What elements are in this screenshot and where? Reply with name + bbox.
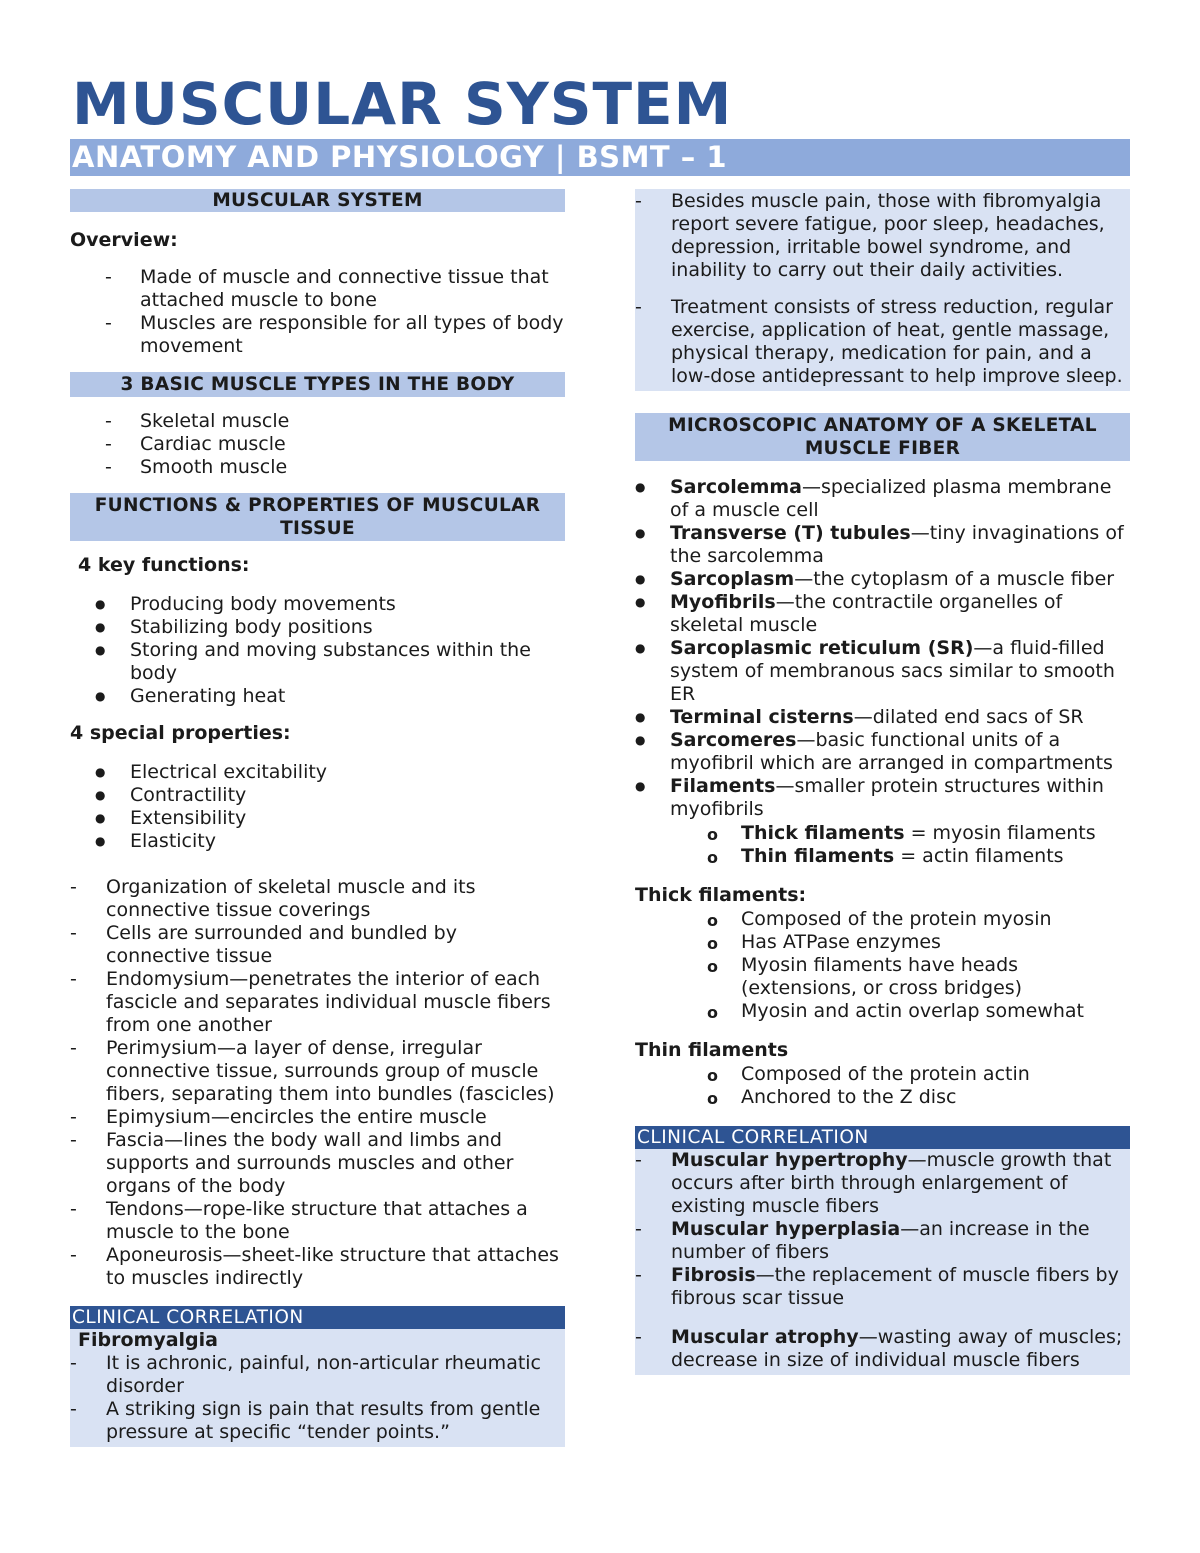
thick-filaments-label: Thick filaments: — [635, 884, 807, 906]
page-title: MUSCULAR SYSTEM — [72, 70, 733, 138]
list-item: ● Elasticity — [70, 830, 565, 853]
definition: —the contractile organelles of skeletal muscle — [670, 591, 1063, 636]
list-item: - Made of muscle and connective tissue that attached muscle to bone — [70, 266, 565, 312]
term: Fibrosis — [671, 1264, 756, 1286]
list-item: ● Contractility — [70, 784, 565, 807]
list-item: - Muscles are responsible for all types of body movement — [70, 312, 565, 358]
section-header-muscular-system: MUSCULAR SYSTEM — [70, 189, 565, 212]
definition: —smaller protein structures within myofibrils — [670, 775, 1104, 820]
list-item: o Myosin and actin overlap somewhat — [635, 1000, 1130, 1023]
term: Thin filaments — [741, 845, 895, 867]
list-item: - Skeletal muscle — [70, 410, 565, 433]
list-item — [635, 845, 1130, 868]
list-item: - A striking sign is pain that results from gentle pressure at specific “tender points.” — [70, 1398, 565, 1444]
muscle-types-list — [70, 410, 565, 479]
list-item — [635, 1264, 1130, 1310]
term: Sarcoplasm — [670, 568, 795, 590]
term: Muscular hypertrophy — [671, 1149, 908, 1171]
definition: —the cytoplasm of a muscle fiber — [794, 568, 1115, 590]
definition: —the replacement of muscle fibers by fibrous scar tissue — [671, 1264, 1119, 1309]
list-item — [635, 729, 1130, 775]
thin-filaments-list — [635, 1063, 1130, 1109]
definition: —basic functional units of a myofibril which are arranged in compartments — [670, 729, 1113, 774]
list-item: o Composed of the protein myosin — [635, 908, 1130, 931]
list-item — [635, 1149, 1130, 1218]
list-item — [635, 1326, 1130, 1372]
term: Sarcomeres — [670, 729, 797, 751]
definition: = actin filaments — [894, 845, 1064, 867]
right-column — [635, 189, 1130, 1375]
functions-label: 4 key functions: — [78, 554, 250, 576]
list-item: - Besides muscle pain, those with fibromyalgia report severe fatigue, poor sleep, headaches, depression, irritable bowel syndrome, and inability to carry out their daily activities. — [635, 190, 1130, 282]
properties-list — [70, 761, 565, 853]
clinical-correlation-header: CLINICAL CORRELATION — [70, 1306, 565, 1329]
list-item — [635, 706, 1130, 729]
list-item: - Aponeurosis—sheet-like structure that attaches to muscles indirectly — [70, 1244, 565, 1290]
clinical-correlation-header: CLINICAL CORRELATION — [635, 1126, 1130, 1149]
list-item: ● Producing body movements — [70, 593, 565, 616]
list-item: - Cells are surrounded and bundled by connective tissue — [70, 922, 565, 968]
list-item — [635, 476, 1130, 522]
term: Filaments — [670, 775, 776, 797]
definition: —specialized plasma membrane of a muscle cell — [670, 476, 1112, 521]
list-item — [635, 775, 1130, 821]
fibromyalgia-block — [70, 1329, 565, 1447]
list-item: o Myosin filaments have heads (extensions, or cross bridges) — [635, 954, 1130, 1000]
list-item — [635, 822, 1130, 845]
organization-list — [70, 876, 565, 1290]
filament-types-list — [635, 822, 1130, 868]
list-item: ● Generating heat — [70, 685, 565, 708]
overview-label: Overview: — [70, 229, 178, 251]
term: Myofibrils — [670, 591, 776, 613]
list-item: - Fascia—lines the body wall and limbs and supports and surrounds muscles and other organs of the body — [70, 1129, 565, 1198]
left-column — [70, 189, 565, 1447]
clinical-correlation-box — [70, 1306, 565, 1447]
term: Sarcolemma — [670, 476, 803, 498]
list-item: - Tendons—rope-like structure that attaches a muscle to the bone — [70, 1198, 565, 1244]
definition: —dilated end sacs of SR — [853, 706, 1084, 728]
list-item: - Cardiac muscle — [70, 433, 565, 456]
thin-filaments-label: Thin filaments — [635, 1039, 789, 1061]
clinical-correlation-box — [635, 1126, 1130, 1375]
term: Muscular hyperplasia — [671, 1218, 901, 1240]
list-item — [635, 591, 1130, 637]
fibromyalgia-continued-block — [635, 189, 1130, 391]
list-item: ● Storing and moving substances within the body — [70, 639, 565, 685]
list-item: - Organization of skeletal muscle and its connective tissue coverings — [70, 876, 565, 922]
list-item: ● Stabilizing body positions — [70, 616, 565, 639]
properties-label: 4 special properties: — [70, 722, 291, 744]
fibromyalgia-list — [70, 1352, 565, 1444]
term: Transverse (T) tubules — [670, 522, 911, 544]
term: Terminal cisterns — [670, 706, 854, 728]
list-item: - Smooth muscle — [70, 456, 565, 479]
list-item: - Epimysium—encircles the entire muscle — [70, 1106, 565, 1129]
list-item — [635, 568, 1130, 591]
page-subtitle: ANATOMY AND PHYSIOLOGY | BSMT – 1 — [70, 139, 1130, 176]
term: Sarcoplasmic reticulum (SR) — [670, 637, 974, 659]
list-item: - It is achronic, painful, non-articular rheumatic disorder — [70, 1352, 565, 1398]
fibromyalgia-continued-list — [635, 190, 1130, 388]
thick-filaments-list — [635, 908, 1130, 1023]
section-header-muscle-types: 3 BASIC MUSCLE TYPES IN THE BODY — [70, 372, 565, 397]
definition: = myosin filaments — [904, 822, 1096, 844]
list-item: ● Extensibility — [70, 807, 565, 830]
microscopic-anatomy-list — [635, 476, 1130, 821]
definition: —an increase in the number of fibers — [671, 1218, 1090, 1263]
list-item: - Endomysium—penetrates the interior of each fascicle and separates individual muscle fibers from one another — [70, 968, 565, 1037]
list-item: - Perimysium—a layer of dense, irregular connective tissue, surrounds group of muscle fibers, separating them into bundles (fascicles) — [70, 1037, 565, 1106]
definition: —a fluid-filled system of membranous sacs similar to smooth ER — [670, 637, 1115, 705]
functions-list — [70, 593, 565, 708]
list-item: ● Electrical excitability — [70, 761, 565, 784]
overview-list — [70, 266, 565, 358]
list-item: o Composed of the protein actin — [635, 1063, 1130, 1086]
list-item: o Has ATPase enzymes — [635, 931, 1130, 954]
section-header-microscopic-anatomy: MICROSCOPIC ANATOMY OF A SKELETAL MUSCLE FIBER — [635, 413, 1130, 461]
clinical-correlation-body — [635, 1149, 1130, 1375]
list-item — [635, 637, 1130, 706]
list-item: - Treatment consists of stress reduction, regular exercise, application of heat, gentle massage, physical therapy, medication for pain, and a low-dose antidepressant to help improve sleep. — [635, 296, 1130, 388]
definition: —tiny invaginations of the sarcolemma — [670, 522, 1124, 567]
clinical-correlation-list — [635, 1149, 1130, 1372]
definition: —muscle growth that occurs after birth through enlargement of existing muscle fibers — [671, 1149, 1112, 1217]
section-header-functions: FUNCTIONS & PROPERTIES OF MUSCULAR TISSUE — [70, 493, 565, 541]
list-item — [635, 522, 1130, 568]
term: Muscular atrophy — [671, 1326, 859, 1348]
term: Thick filaments — [741, 822, 905, 844]
list-item — [635, 1218, 1130, 1264]
fibromyalgia-title: Fibromyalgia — [78, 1329, 218, 1351]
definition: —wasting away of muscles; decrease in size of individual muscle fibers — [671, 1326, 1123, 1371]
list-item: o Anchored to the Z disc — [635, 1086, 1130, 1109]
